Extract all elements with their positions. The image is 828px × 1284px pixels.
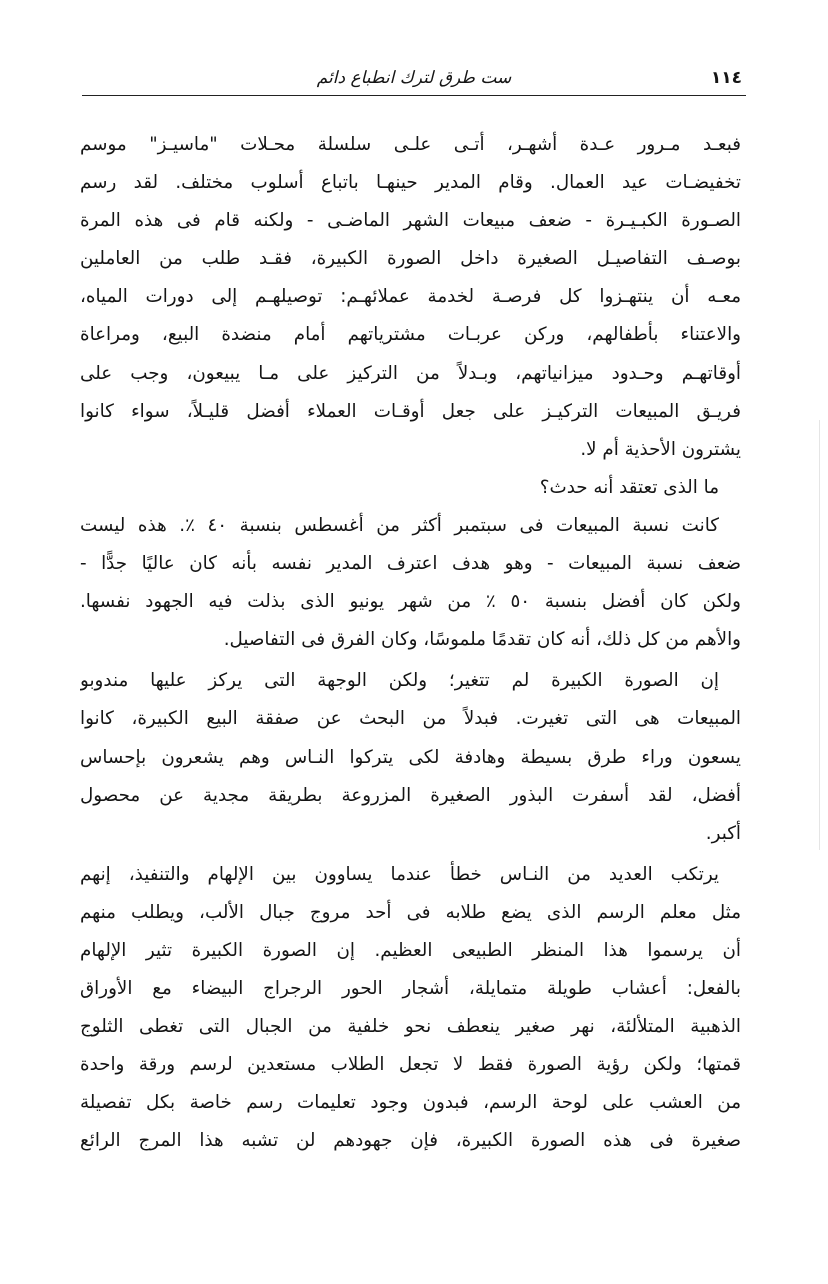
page-edge-shadow: [819, 420, 820, 850]
text-line: كانت نسبة المبيعات فى سبتمبر أكثر من أغسطس بنسبة ٤٠ ٪. هذه ليست: [80, 514, 719, 536]
text-line: يرتكب العديد من النـاس خطأ عندما يساوون بين الإلهام والتنفيذ، إنهم: [80, 863, 719, 885]
text-line: أن يرسموا هذا المنظر الطبيعى العظيم. إن الصورة الكبيرة تثير الإلهام: [80, 939, 741, 961]
book-title: ست طرق لترك انطباع دائم: [316, 68, 512, 88]
question-line: ما الذى تعتقد أنه حدث؟: [539, 476, 719, 498]
text-line: إن الصورة الكبيرة لم تتغير؛ ولكن الوجهة التى يركز عليها مندوبو: [80, 670, 719, 692]
text-line: أفضل، لقد أسفرت البذور الصغيرة المزروعة بطريقة مجدية عن محصول: [80, 784, 741, 806]
body-text: [80, 126, 741, 1161]
page-number: ١١٤: [710, 68, 742, 88]
text-line: بوصـف التفاصيـل الصغيرة داخل الصورة الكبيرة، فقـد طلب من العاملين: [80, 248, 741, 270]
text-line: قمتها؛ ولكن رؤية الصورة فقط لا تجعل الطلاب مستعدين لرسم ورقة واحدة: [80, 1054, 741, 1076]
text-line: يشترون الأحذية أم لا.: [580, 438, 741, 460]
text-line: من العشب على لوحة الرسم، فبدون وجود تعليمات رسم خاصة بكل تفصيلة: [80, 1092, 741, 1114]
text-line: معـه أن ينتهـزوا كل فرصـة لخدمة عملائهـم: توصيلهـم إلى دورات المياه،: [80, 286, 741, 308]
text-line: الصـورة الكبـيـرة - ضعف مبيعات الشهر الماضـى - ولكنه قام فى هذه المرة: [80, 210, 741, 232]
text-line: بالفعل: أعشاب طويلة متمايلة، أشجار الحور الرجراج البيضاء مع الأوراق: [80, 978, 741, 1000]
text-line: صغيرة فى هذه الصورة الكبيرة، فإن جهودهم لن تشبه هذا المرج الرائع: [80, 1130, 741, 1152]
text-line: الذهبية المتلألئة، نهر صغير ينعطف نحو خلفية من الجبال التى تغطى الثلوج: [80, 1016, 741, 1038]
text-line: يسعون وراء طرق بسيطة وهادفة لكى يتركوا النـاس وهم يشعرون بإحساس: [80, 746, 741, 768]
text-line: مثل معلم الرسم الذى يضع طلابه فى أحد مروج جبال الألب، ويطلب منهم: [80, 901, 741, 923]
text-line: المبيعات هى التى تغيرت. فبدلاً من البحث عن صفقة البيع الكبيرة، كانوا: [80, 708, 741, 730]
text-line: ولكن كان أفضل بنسبة ٥٠ ٪ من شهر يونيو الذى بذلت فيه الجهود نفسها.: [80, 591, 741, 613]
text-line: فبعـد مـرور عـدة أشهـر، أتـى علـى سلسلة محـلات "ماسيـز" موسم: [80, 134, 741, 155]
text-line: والأهم من كل ذلك، أنه كان تقدمًا ملموسًا، وكان الفرق فى التفاصيل.: [223, 629, 741, 651]
header-divider: [82, 95, 746, 96]
text-line: والاعتناء بأطفالهم، وركن عربـات مشترياتهم أمام منضدة البيع، ومراعاة: [80, 324, 741, 346]
text-line: ضعف نسبة المبيعات - وهو هدف اعترف المدير نفسه بأنه كان عاليًا جدًّا -: [80, 553, 741, 575]
text-line: أوقاتهـم وحـدود ميزانياتهم، وبـدلاً من التركيز على مـا يبيعون، وجب على: [80, 362, 741, 384]
text-line: أكبر.: [705, 822, 741, 844]
page-header: [82, 62, 746, 96]
text-line: فريـق المبيعات التركيـز على جعل أوقـات العملاء أفضل قليـلاً، سواء كانوا: [80, 400, 741, 422]
text-line: تخفيضـات عيد العمال. وقام المدير حينهـا باتباع أسلوب مختلف. لقد رسم: [80, 172, 741, 194]
